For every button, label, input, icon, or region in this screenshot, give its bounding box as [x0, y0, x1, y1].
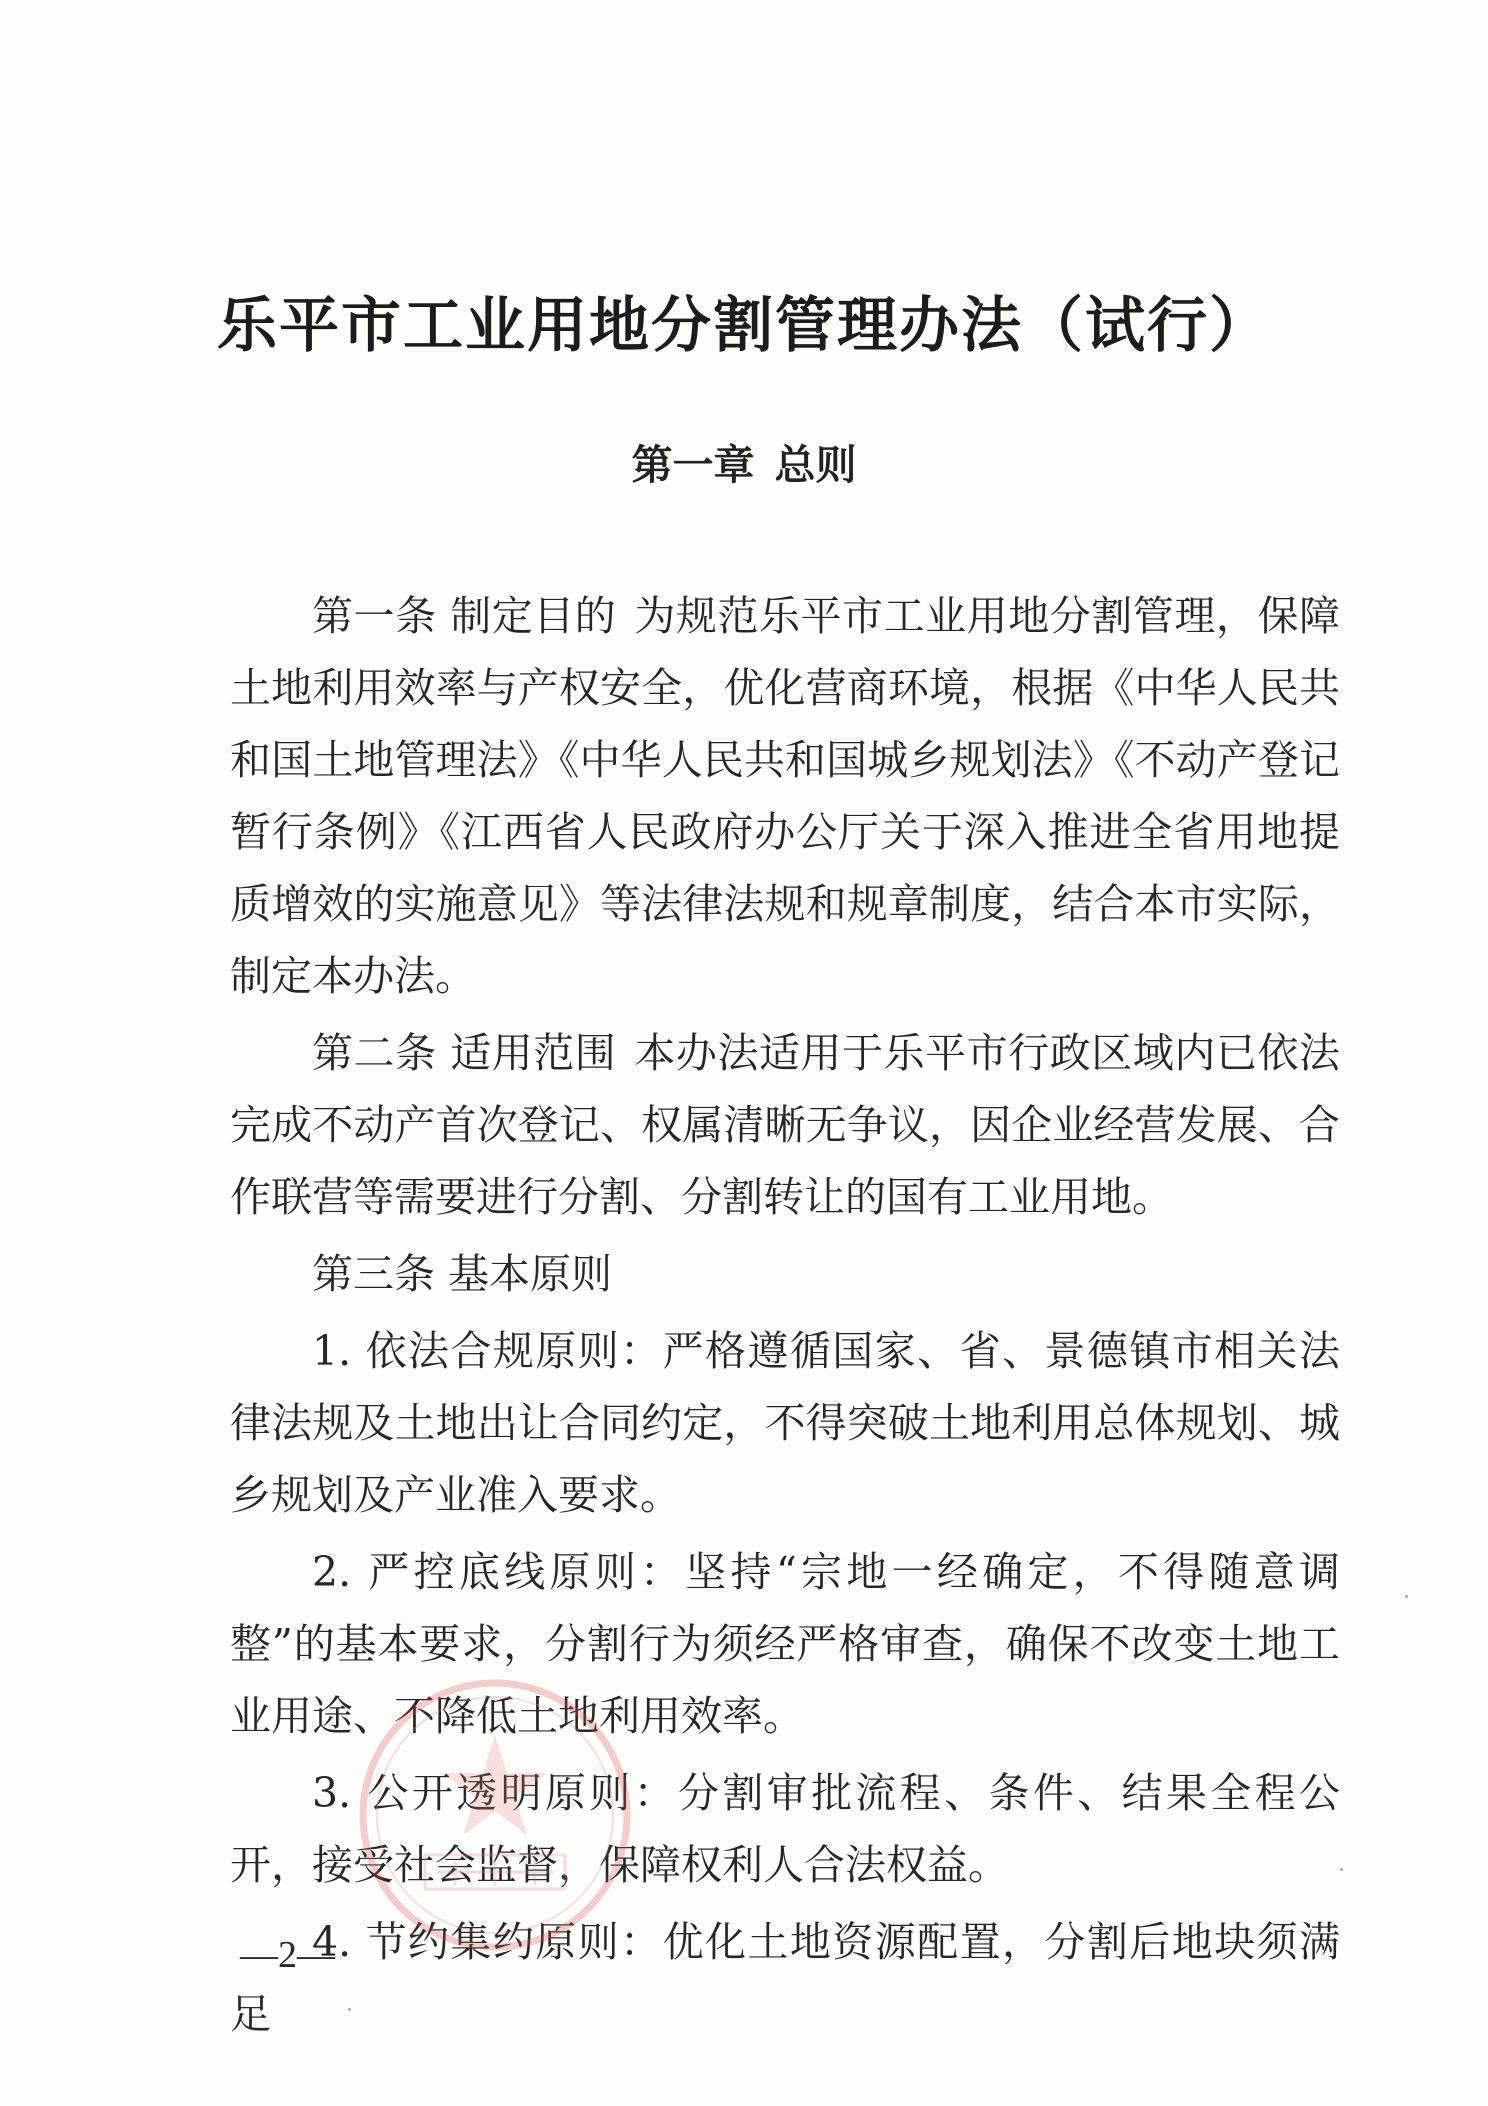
article-1-heading: 第一条 制定目的: [312, 592, 617, 640]
article-1-text: 为规范乐平市工业用地分割管理，保障土地利用效率与产权安全，优化营商环境，根据《中华人民共和国土地管理法》《中华人民共和国城乡规划法》《不动产登记暂行条例》《江西省人民政府办公厅关于深入推进全省用地提质增效的实施意见》等法律法规和规章制度，结合本市实际，制定本办法。: [230, 592, 1340, 1000]
scan-speck: [348, 2008, 351, 2011]
principle-1-text: 1. 依法合规原则：严格遵循国家、省、景德镇市相关法律法规及土地出让合同约定，不得突破土地利用总体规划、城乡规划及产业准入要求。: [230, 1327, 1340, 1519]
article-3: [230, 1238, 1340, 1310]
principle-3-text: 3. 公开透明原则：分割审批流程、条件、结果全程公开，接受社会监督，保障权利人合法权益。: [230, 1769, 1340, 1889]
scan-speck: [1340, 1868, 1343, 1871]
principle-4: [230, 1906, 1340, 2050]
principle-2-text: 2. 严控底线原则：坚持“宗地一经确定，不得随意调整”的基本要求，分割行为须经严格审查，确保不改变土地工业用途、不降低土地利用效率。: [230, 1548, 1340, 1740]
document-body: [230, 580, 1340, 2055]
chapter-heading: [0, 432, 1488, 491]
principle-2: [230, 1536, 1340, 1752]
document-title: 乐平市工业用地分割管理办法（试行）: [217, 291, 1271, 361]
principle-3: [230, 1757, 1340, 1901]
article-2: [230, 1017, 1340, 1233]
article-3-heading: 第三条 基本原则: [312, 1250, 613, 1298]
article-2-heading: 第二条 适用范围: [312, 1029, 617, 1077]
article-2-text: 本办法适用于乐平市行政区域内已依法完成不动产首次登记、权属清晰无争议，因企业经营发展、合作联营等需要进行分割、分割转让的国有工业用地。: [230, 1029, 1340, 1221]
chapter-name: 总则: [774, 441, 857, 489]
article-1: [230, 580, 1340, 1012]
scan-speck: [1405, 1595, 1408, 1598]
page-number: —2—: [240, 1934, 335, 1976]
chapter-number: 第一章: [631, 441, 755, 489]
principle-1: [230, 1315, 1340, 1531]
principle-4-text: 4. 节约集约原则：优化土地资源配置，分割后地块须满足: [230, 1918, 1340, 2038]
